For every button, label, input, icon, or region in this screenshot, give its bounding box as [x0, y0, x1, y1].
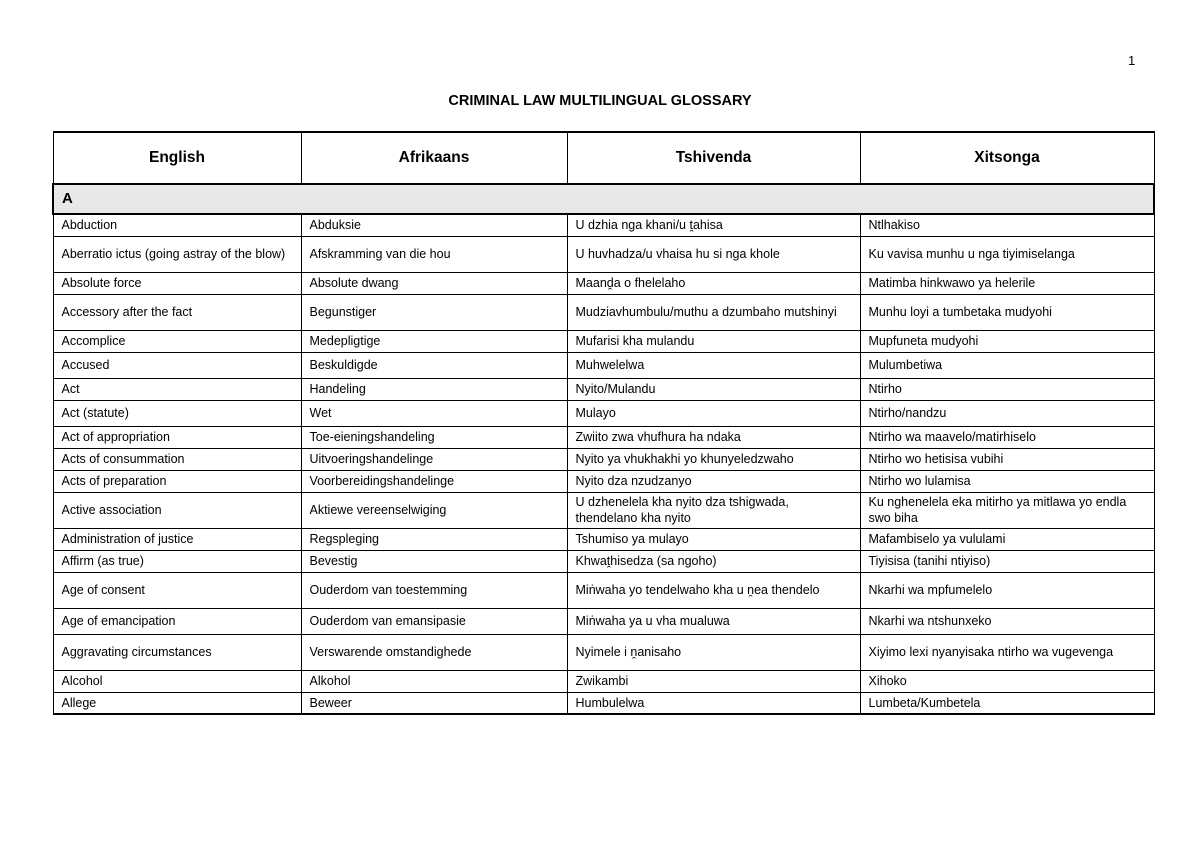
- cell-afrikaans: Regspleging: [301, 528, 567, 550]
- cell-xitsonga: Ntirho wo lulamisa: [860, 470, 1154, 492]
- table-row: [53, 352, 1154, 378]
- cell-tshivenda: Nyito dza nzudzanyo: [567, 470, 860, 492]
- cell-english: Accomplice: [53, 330, 301, 352]
- cell-tshivenda: Mufarisi kha mulandu: [567, 330, 860, 352]
- cell-afrikaans: Verswarende omstandighede: [301, 634, 567, 670]
- document-title: CRIMINAL LAW MULTILINGUAL GLOSSARY: [448, 93, 752, 109]
- table-row: [53, 294, 1154, 330]
- column-header-tshivenda: Tshivenda: [567, 132, 860, 184]
- cell-tshivenda: U huvhadza/u vhaisa hu si nga khole: [567, 236, 860, 272]
- cell-xitsonga: Mafambiselo ya vululami: [860, 528, 1154, 550]
- cell-afrikaans: Afskramming van die hou: [301, 236, 567, 272]
- cell-tshivenda: Nyito ya vhukhakhi yo khunyeledzwaho: [567, 448, 860, 470]
- cell-afrikaans: Handeling: [301, 378, 567, 400]
- cell-tshivenda: Maanḓa o fhelelaho: [567, 272, 860, 294]
- cell-tshivenda: Zwikambi: [567, 670, 860, 692]
- cell-tshivenda: Humbulelwa: [567, 692, 860, 714]
- cell-english: Abduction: [53, 214, 301, 236]
- cell-tshivenda: Mulayo: [567, 400, 860, 426]
- cell-english: Accessory after the fact: [53, 294, 301, 330]
- cell-afrikaans: Ouderdom van emansipasie: [301, 608, 567, 634]
- table-row: [53, 608, 1154, 634]
- cell-tshivenda: Muhwelelwa: [567, 352, 860, 378]
- cell-afrikaans: Beskuldigde: [301, 352, 567, 378]
- cell-afrikaans: Begunstiger: [301, 294, 567, 330]
- section-row: [53, 184, 1154, 214]
- table-row: [53, 378, 1154, 400]
- cell-english: Absolute force: [53, 272, 301, 294]
- cell-afrikaans: Uitvoeringshandelinge: [301, 448, 567, 470]
- table-row: [53, 214, 1154, 236]
- table-row: [53, 400, 1154, 426]
- table-row: [53, 426, 1154, 448]
- cell-xitsonga: Nkarhi wa mpfumelelo: [860, 572, 1154, 608]
- cell-afrikaans: Alkohol: [301, 670, 567, 692]
- cell-xitsonga: Ntirho: [860, 378, 1154, 400]
- table-row: [53, 470, 1154, 492]
- cell-afrikaans: Bevestig: [301, 550, 567, 572]
- cell-xitsonga: Mulumbetiwa: [860, 352, 1154, 378]
- section-letter: A: [53, 184, 1154, 214]
- cell-xitsonga: Matimba hinkwawo ya helerile: [860, 272, 1154, 294]
- cell-xitsonga: Xihoko: [860, 670, 1154, 692]
- cell-english: Accused: [53, 352, 301, 378]
- cell-xitsonga: Munhu loyi a tumbetaka mudyohi: [860, 294, 1154, 330]
- cell-english: Age of emancipation: [53, 608, 301, 634]
- cell-tshivenda: Nyito/Mulandu: [567, 378, 860, 400]
- cell-tshivenda: U dzhia nga khani/u ṱahisa: [567, 214, 860, 236]
- cell-afrikaans: Abduksie: [301, 214, 567, 236]
- cell-english: Acts of consummation: [53, 448, 301, 470]
- cell-tshivenda: U dzhenelela kha nyito dza tshigwada, thendelano kha nyito: [567, 492, 860, 528]
- table-row: [53, 272, 1154, 294]
- cell-english: Allege: [53, 692, 301, 714]
- cell-english: Acts of preparation: [53, 470, 301, 492]
- cell-tshivenda: Tshumiso ya mulayo: [567, 528, 860, 550]
- column-header-english: English: [53, 132, 301, 184]
- cell-english: Act of appropriation: [53, 426, 301, 448]
- cell-xitsonga: Xiyimo lexi nyanyisaka ntirho wa vugevenga: [860, 634, 1154, 670]
- cell-english: Affirm (as true): [53, 550, 301, 572]
- cell-xitsonga: Ku nghenelela eka mitirho ya mitlawa yo endla swo biha: [860, 492, 1154, 528]
- cell-tshivenda: Miṅwaha ya u vha mualuwa: [567, 608, 860, 634]
- cell-english: Administration of justice: [53, 528, 301, 550]
- cell-tshivenda: Zwiito zwa vhufhura ha ndaka: [567, 426, 860, 448]
- page-number: 1: [1128, 53, 1136, 68]
- cell-xitsonga: Ntirho wo hetisisa vubihi: [860, 448, 1154, 470]
- cell-tshivenda: Nyimele i ṋanisaho: [567, 634, 860, 670]
- table-row: [53, 550, 1154, 572]
- cell-afrikaans: Toe-eieningshandeling: [301, 426, 567, 448]
- cell-english: Act (statute): [53, 400, 301, 426]
- glossary-table: [52, 131, 1155, 715]
- cell-afrikaans: Wet: [301, 400, 567, 426]
- cell-afrikaans: Voorbereidingshandelinge: [301, 470, 567, 492]
- cell-xitsonga: Mupfuneta mudyohi: [860, 330, 1154, 352]
- table-row: [53, 528, 1154, 550]
- cell-english: Aberratio ictus (going astray of the blow): [53, 236, 301, 272]
- table-row: [53, 236, 1154, 272]
- table-row: [53, 330, 1154, 352]
- table-row: [53, 634, 1154, 670]
- cell-tshivenda: Mudziavhumbulu/muthu a dzumbaho mutshinyi: [567, 294, 860, 330]
- cell-english: Age of consent: [53, 572, 301, 608]
- cell-afrikaans: Beweer: [301, 692, 567, 714]
- table-row: [53, 670, 1154, 692]
- cell-xitsonga: Ntirho/nandzu: [860, 400, 1154, 426]
- header-row: [53, 132, 1154, 184]
- cell-english: Active association: [53, 492, 301, 528]
- cell-english: Alcohol: [53, 670, 301, 692]
- table-row: [53, 692, 1154, 714]
- cell-xitsonga: Ntirho wa maavelo/matirhiselo: [860, 426, 1154, 448]
- glossary-body: [53, 184, 1154, 714]
- cell-tshivenda: Miṅwaha yo tendelwaho kha u ṋea thendelo: [567, 572, 860, 608]
- cell-english: Aggravating circumstances: [53, 634, 301, 670]
- cell-tshivenda: Khwaṱhisedza (sa ngoho): [567, 550, 860, 572]
- cell-afrikaans: Aktiewe vereenselwiging: [301, 492, 567, 528]
- column-header-xitsonga: Xitsonga: [860, 132, 1154, 184]
- table-row: [53, 572, 1154, 608]
- cell-afrikaans: Ouderdom van toestemming: [301, 572, 567, 608]
- table-row: [53, 448, 1154, 470]
- column-header-afrikaans: Afrikaans: [301, 132, 567, 184]
- cell-english: Act: [53, 378, 301, 400]
- cell-xitsonga: Nkarhi wa ntshunxeko: [860, 608, 1154, 634]
- cell-xitsonga: Lumbeta/Kumbetela: [860, 692, 1154, 714]
- table-row: [53, 492, 1154, 528]
- cell-xitsonga: Ku vavisa munhu u nga tiyimiselanga: [860, 236, 1154, 272]
- cell-xitsonga: Ntlhakiso: [860, 214, 1154, 236]
- cell-afrikaans: Absolute dwang: [301, 272, 567, 294]
- cell-xitsonga: Tiyisisa (tanihi ntiyiso): [860, 550, 1154, 572]
- cell-afrikaans: Medepligtige: [301, 330, 567, 352]
